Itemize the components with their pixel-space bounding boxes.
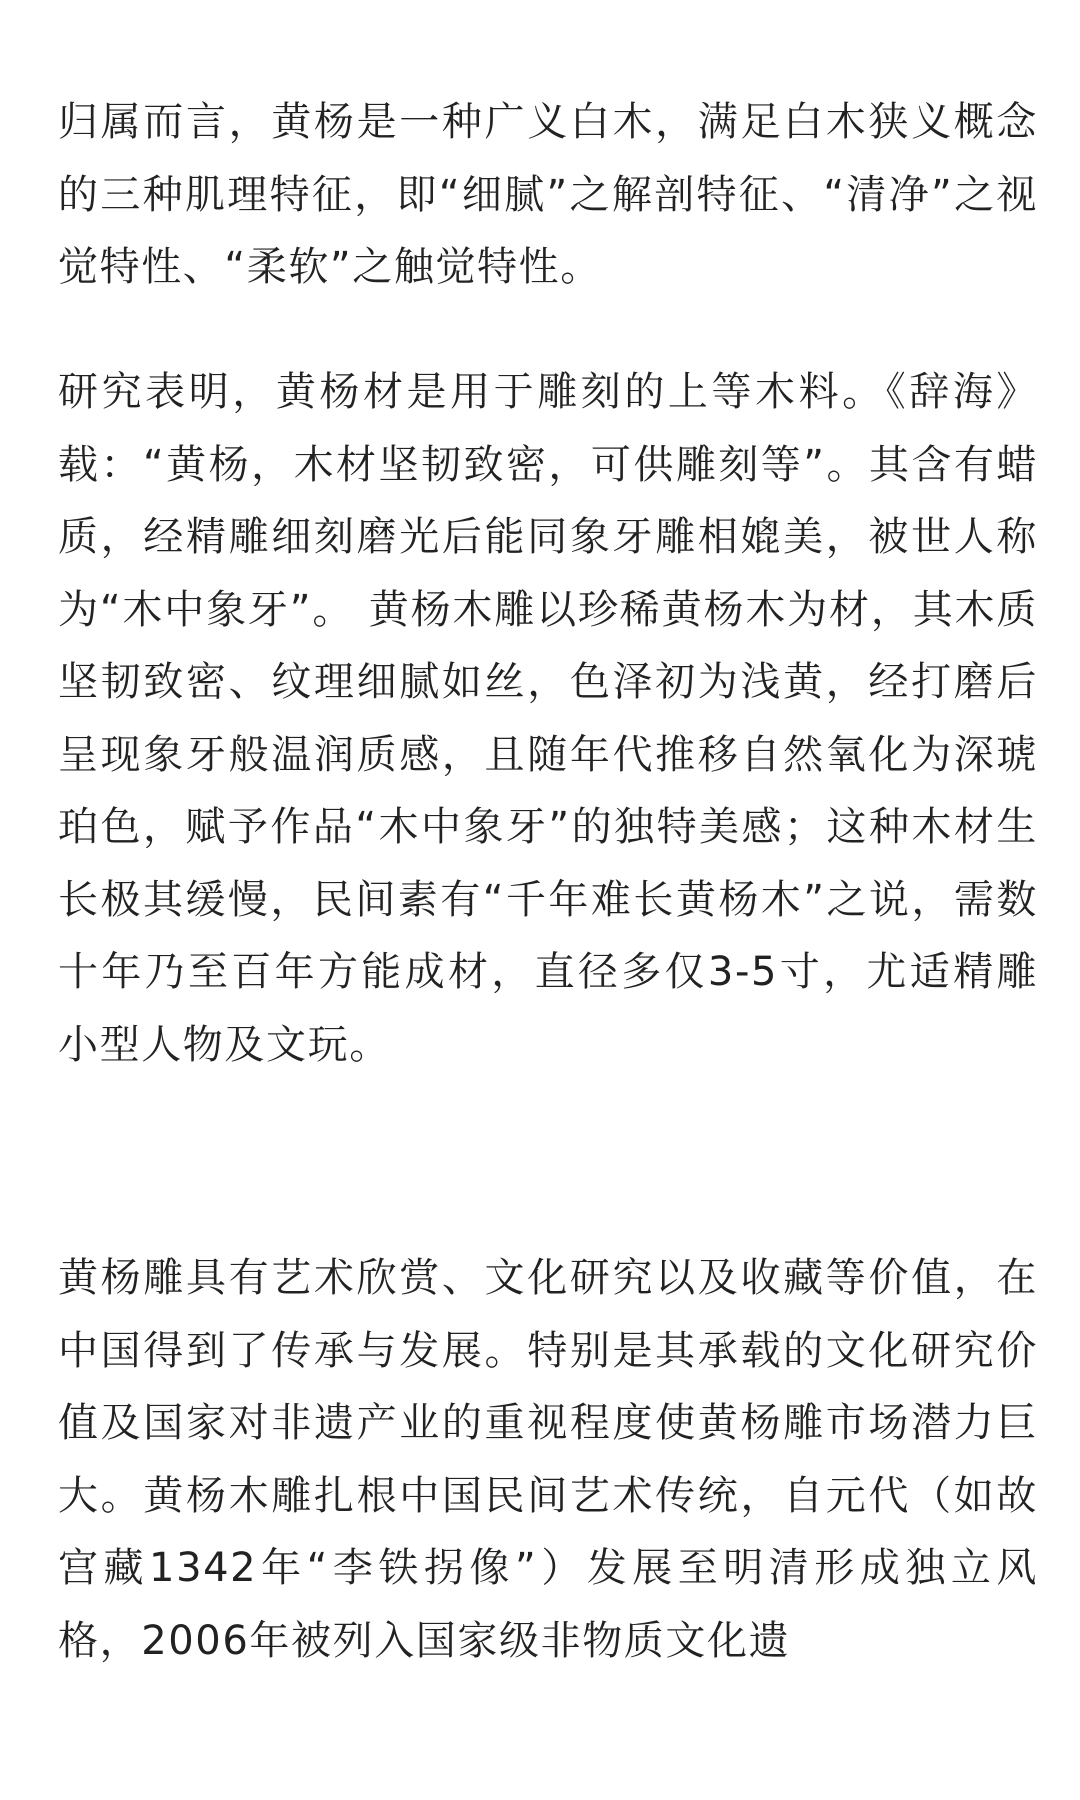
paragraph-1: 归属而言，黄杨是一种广义白木，满足白木狭义概念的三种肌理特征，即“细腻”之解剖特征、“清净”之视觉特性、“柔软”之触觉特性。: [58, 99, 1038, 290]
paragraph-2: 研究表明，黄杨材是用于雕刻的上等木料。《辞海》载：“黄杨，木材坚韧致密，可供雕刻等”。其含有蜡质，经精雕细刻磨光后能同象牙雕相媲美，被世人称为“木中象牙”。 黄杨木雕以珍稀黄杨木为材，其木质坚韧致密、纹理细腻如丝，色泽初为浅黄，经打磨后呈现象牙般温润质感，且随年代推移自然氧化为深琥珀色，赋予作品“木中象牙”的独特美感；这种木材生长极其缓慢，民间素有“千年难长黄杨木”之说，需数十年乃至百年方能成材，直径多仅3-5寸，尤适精雕小型人物及文玩。: [58, 369, 1038, 1068]
paragraph-3: 黄杨雕具有艺术欣赏、文化研究以及收藏等价值，在中国得到了传承与发展。特别是其承载的文化研究价值及国家对非遗产业的重视程度使黄杨雕市场潜力巨大。黄杨木雕扎根中国民间艺术传统，自元代（如故宫藏1342年“李铁拐像”）发展至明清形成独立风格，2006年被列入国家级非物质文化遗: [58, 1255, 1038, 1664]
